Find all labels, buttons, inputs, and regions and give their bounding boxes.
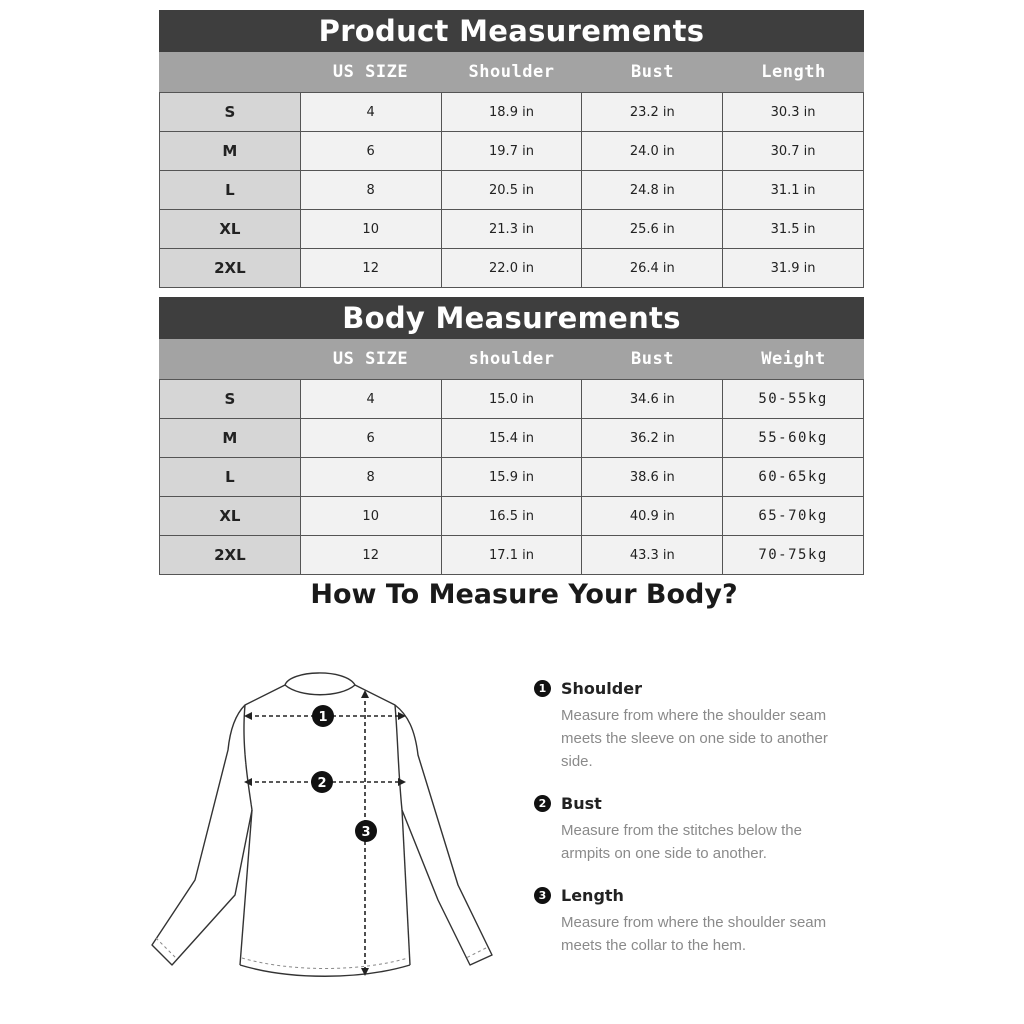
shirt-stitching <box>156 938 486 969</box>
bust-cell: 26.4 in <box>581 249 722 287</box>
bust-cell: 24.8 in <box>581 171 722 209</box>
us-size-cell: 12 <box>300 249 441 287</box>
size-cell: XL <box>159 497 300 535</box>
marker-3 <box>355 820 377 842</box>
measurement-arrows <box>244 690 406 976</box>
size-cell: L <box>159 458 300 496</box>
step-number-icon: 3 <box>534 887 551 904</box>
product-table-body <box>159 92 864 288</box>
table-row <box>159 171 864 210</box>
how-to-measure-title: How To Measure Your Body? <box>310 579 738 610</box>
us-size-cell: 4 <box>300 93 441 131</box>
length-cell: 30.7 in <box>722 132 864 170</box>
instruction-bust <box>534 794 854 865</box>
table-row <box>159 249 864 288</box>
us-size-cell: 8 <box>300 458 441 496</box>
bust-cell: 23.2 in <box>581 93 722 131</box>
length-cell: 30.3 in <box>722 93 864 131</box>
us-size-cell: 6 <box>300 419 441 457</box>
table-row <box>159 93 864 132</box>
header-cell-us-size: US SIZE <box>332 349 409 369</box>
shoulder-cell: 15.4 in <box>441 419 582 457</box>
header-cell <box>159 339 300 379</box>
header-cell-shoulder: shoulder <box>468 349 555 369</box>
shoulder-cell: 18.9 in <box>441 93 582 131</box>
product-measurements-table <box>159 10 864 288</box>
weight-cell: 70-75kg <box>722 536 864 574</box>
body-table-body <box>159 379 864 575</box>
us-size-cell: 10 <box>300 210 441 248</box>
table-row <box>159 380 864 419</box>
marker-1-label: 1 <box>318 710 328 725</box>
size-cell: 2XL <box>159 536 300 574</box>
table-row <box>159 497 864 536</box>
step-number-icon: 1 <box>534 680 551 697</box>
shoulder-cell: 22.0 in <box>441 249 582 287</box>
length-cell: 31.1 in <box>722 171 864 209</box>
marker-1 <box>312 705 334 727</box>
length-cell: 31.5 in <box>722 210 864 248</box>
instruction-description: Measure from where the shoulder seam meets the collar to the hem. <box>561 914 827 954</box>
body-table-header <box>159 339 864 379</box>
shirt-measurement-diagram <box>140 660 510 990</box>
us-size-cell: 8 <box>300 171 441 209</box>
bust-cell: 40.9 in <box>581 497 722 535</box>
header-cell-us-size: US SIZE <box>332 62 409 82</box>
header-cell-shoulder: Shoulder <box>468 62 555 82</box>
size-cell: M <box>159 419 300 457</box>
us-size-cell: 10 <box>300 497 441 535</box>
product-table-header <box>159 52 864 92</box>
bust-cell: 38.6 in <box>581 458 722 496</box>
shoulder-cell: 15.0 in <box>441 380 582 418</box>
size-cell: XL <box>159 210 300 248</box>
weight-cell: 60-65kg <box>722 458 864 496</box>
instruction-label: Bust <box>561 794 602 813</box>
step-number-icon: 2 <box>534 795 551 812</box>
instruction-description: Measure from the stitches below the armpits on one side to another. <box>561 822 802 862</box>
body-measurements-table <box>159 297 864 575</box>
header-cell <box>159 52 300 92</box>
shoulder-cell: 20.5 in <box>441 171 582 209</box>
marker-3-label: 3 <box>361 825 371 840</box>
instruction-length <box>534 886 854 957</box>
shoulder-cell: 15.9 in <box>441 458 582 496</box>
instruction-label: Length <box>561 886 624 905</box>
length-cell: 31.9 in <box>722 249 864 287</box>
size-cell: 2XL <box>159 249 300 287</box>
shoulder-cell: 16.5 in <box>441 497 582 535</box>
weight-cell: 50-55kg <box>722 380 864 418</box>
header-cell-bust: Bust <box>631 62 674 82</box>
table-row <box>159 210 864 249</box>
shoulder-cell: 17.1 in <box>441 536 582 574</box>
bust-cell: 25.6 in <box>581 210 722 248</box>
table-row <box>159 536 864 575</box>
bust-cell: 36.2 in <box>581 419 722 457</box>
shoulder-cell: 19.7 in <box>441 132 582 170</box>
size-cell: L <box>159 171 300 209</box>
header-cell-weight: Weight <box>761 349 826 369</box>
header-cell-length: Length <box>761 62 826 82</box>
weight-cell: 65-70kg <box>722 497 864 535</box>
us-size-cell: 6 <box>300 132 441 170</box>
instruction-heading <box>534 794 854 813</box>
instruction-heading <box>534 679 854 698</box>
us-size-cell: 12 <box>300 536 441 574</box>
table-row <box>159 458 864 497</box>
instruction-heading <box>534 886 854 905</box>
header-cell-bust: Bust <box>631 349 674 369</box>
measurement-lines <box>248 694 402 972</box>
table-row <box>159 132 864 171</box>
size-cell: S <box>159 93 300 131</box>
shoulder-cell: 21.3 in <box>441 210 582 248</box>
bust-cell: 43.3 in <box>581 536 722 574</box>
product-measurements-title: Product Measurements <box>159 10 864 52</box>
body-measurements-title: Body Measurements <box>159 297 864 339</box>
marker-2 <box>311 771 333 793</box>
weight-cell: 55-60kg <box>722 419 864 457</box>
bust-cell: 34.6 in <box>581 380 722 418</box>
instruction-description: Measure from where the shoulder seam meets the sleeve on one side to another side. <box>561 707 828 770</box>
size-cell: M <box>159 132 300 170</box>
us-size-cell: 4 <box>300 380 441 418</box>
bust-cell: 24.0 in <box>581 132 722 170</box>
table-row <box>159 419 864 458</box>
instruction-label: Shoulder <box>561 679 642 698</box>
marker-2-label: 2 <box>317 776 327 791</box>
instruction-shoulder <box>534 679 854 773</box>
size-cell: S <box>159 380 300 418</box>
